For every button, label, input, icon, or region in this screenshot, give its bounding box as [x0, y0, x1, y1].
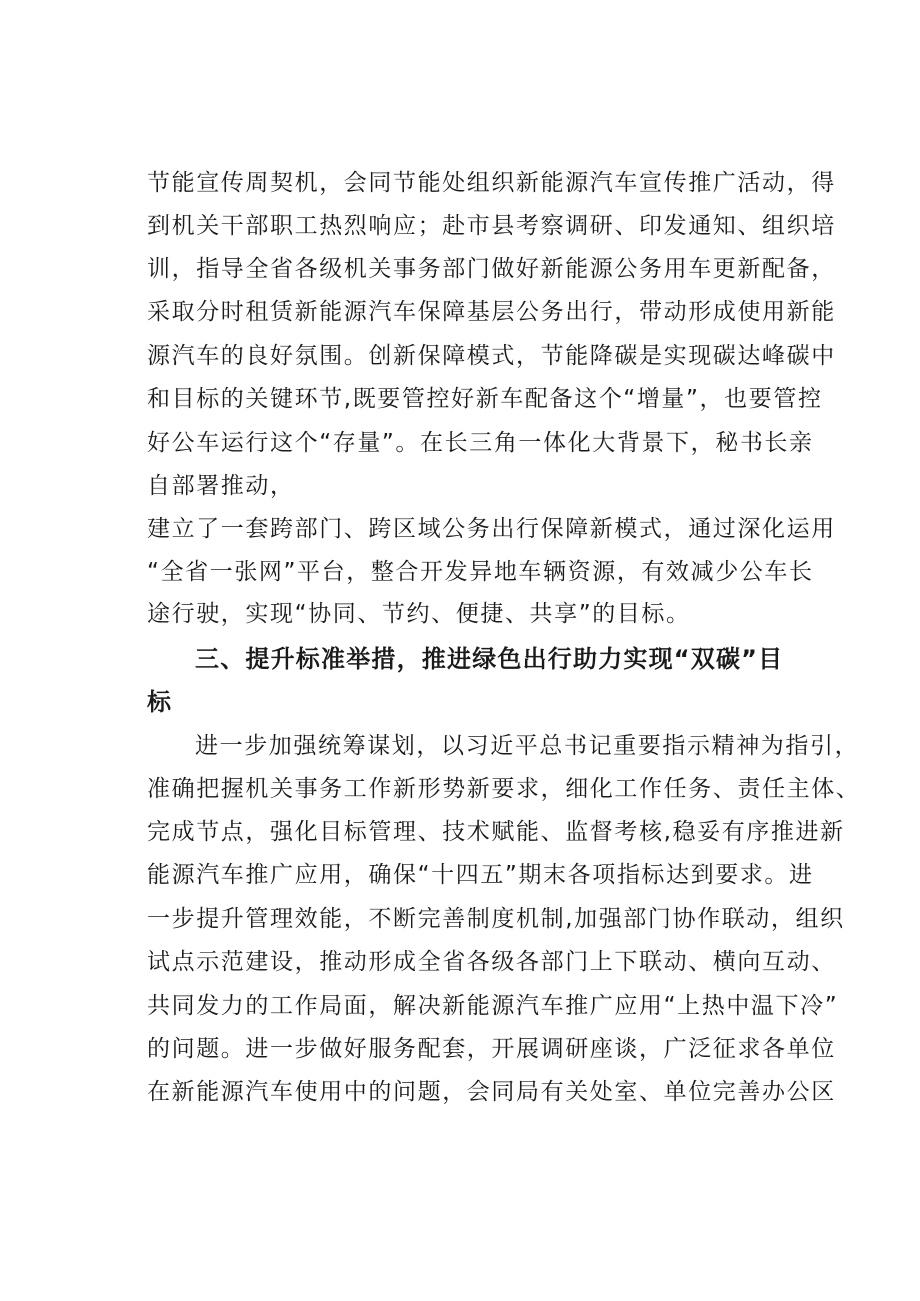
section-heading-continued: 标: [147, 688, 173, 716]
body-text-line: “全省一张网”平台，整合开发异地车辆资源，有效减少公车长: [147, 559, 814, 585]
body-text-line: 采取分时租赁新能源汽车保障基层公务出行，带动形成使用新能: [147, 299, 836, 325]
body-text-line: 好公车运行这个“存量”。在长三角一体化大背景下，秘书长亲: [147, 430, 814, 456]
body-text-line: 能源汽车推广应用，确保“十四五”期末各项指标达到要求。进: [147, 862, 814, 888]
body-text-line: 节能宣传周契机，会同节能处组织新能源汽车宣传推广活动，得: [147, 170, 836, 196]
body-text-line: 自部署推动，: [147, 473, 295, 499]
body-text-line: 完成节点，强化目标管理、技术赋能、监督考核,稳妥有序推进新: [147, 819, 845, 845]
body-text-line: 到机关干部职工热烈响应；赴市县考察调研、印发通知、组织培: [147, 213, 836, 239]
body-text-line: 共同发力的工作局面，解决新能源汽车推广应用“上热中温下冷”: [147, 993, 839, 1019]
body-text-line: 建立了一套跨部门、跨区域公务出行保障新模式，通过深化运用: [147, 516, 836, 542]
body-text-line: 和目标的关键环节,既要管控好新车配备这个“增量”，也要管控: [147, 386, 823, 412]
body-text-line: 准确把握机关事务工作新形势新要求，细化工作任务、责任主体、: [147, 776, 861, 802]
body-text-line: 一步提升管理效能，不断完善制度机制,加强部门协作联动，组织: [147, 906, 845, 932]
section-heading: 三、提升标准举措，推进绿色出行助力实现“双碳”目: [195, 645, 784, 673]
body-text-line: 进一步加强统筹谋划，以习近平总书记重要指示精神为指引，: [195, 733, 860, 759]
body-text-line: 在新能源汽车使用中的问题，会同局有关处室、单位完善办公区: [147, 1079, 836, 1105]
body-text-line: 训，指导全省各级机关事务部门做好新能源公务用车更新配备，: [147, 256, 836, 282]
body-text-line: 试点示范建设，推动形成全省各级各部门上下联动、横向互动、: [147, 949, 836, 975]
body-text-line: 源汽车的良好氛围。创新保障模式，节能降碳是实现碳达峰碳中: [147, 343, 836, 369]
body-text-line: 途行驶，实现“协同、节约、便捷、共享”的目标。: [147, 601, 691, 627]
body-text-line: 的问题。进一步做好服务配套，开展调研座谈，广泛征求各单位: [147, 1036, 836, 1062]
